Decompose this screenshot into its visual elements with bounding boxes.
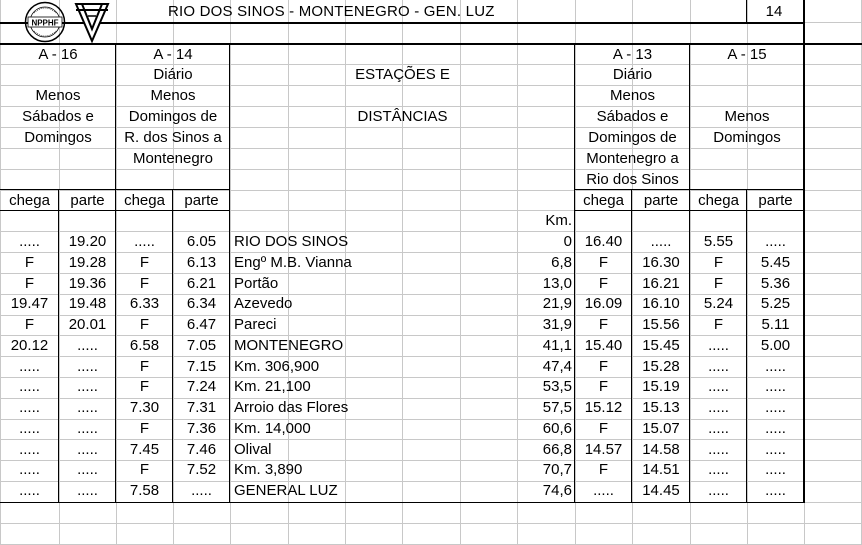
a13-desc-line: Menos [609,87,656,104]
a13-desc-line: Montenegro a [586,150,679,167]
a14-chega-header: chega [124,192,165,209]
a13-parte-cell: 16.30 [642,253,680,271]
railway-emblem-icon [74,1,110,43]
km-distance-cell: 13,0 [542,274,572,292]
a16-chega-cell: ..... [19,357,40,375]
a14-chega-cell: 7.30 [129,399,160,416]
a16-parte-cell: ..... [77,336,98,354]
a13-parte-cell: 15.19 [642,378,680,396]
a14-chega-cell: 7.45 [129,440,160,458]
a14-chega-cell: 7.58 [129,482,160,499]
km-distance-cell: 74,6 [542,482,572,499]
a16-parte-cell: 20.01 [68,316,107,333]
a14-desc-line: Domingos de [128,108,218,125]
station-name-cell: Km. 21,100 [234,378,311,396]
npphf-logo-icon [22,1,68,43]
a13-chega-cell: 15.40 [584,336,623,354]
a15-parte-cell: 5.00 [760,336,791,354]
a15-parte-cell: ..... [765,233,786,250]
stations-header-title: ESTAÇÕES E [355,66,450,83]
a16-chega-cell: F [24,253,35,271]
a15-parte-cell: ..... [765,482,786,499]
a16-parte-cell: ..... [77,440,98,458]
station-name-cell: RIO DOS SINOS [234,233,349,250]
a15-chega-cell: 5.24 [703,295,734,313]
km-distance-cell: 47,4 [542,357,572,375]
a14-parte-cell: 7.15 [186,357,217,375]
a13-chega-cell: F [598,253,609,271]
a14-parte-cell: ..... [191,482,212,499]
a14-chega-cell: F [139,253,150,271]
stations-header-subtitle: DISTÂNCIAS [357,108,448,125]
a16-chega-cell: 20.12 [10,336,49,354]
station-name-cell: Portão [234,274,279,292]
a16-parte-cell: 19.20 [68,233,107,250]
a14-chega-cell: ..... [134,233,155,250]
km-distance-cell: 41,1 [542,336,572,354]
a16-chega-cell: ..... [19,440,40,458]
a15-parte-cell: ..... [765,419,786,437]
km-distance-cell: 31,9 [542,316,572,333]
a13-parte-cell: 15.28 [642,357,680,375]
a16-parte-cell: ..... [77,482,98,499]
a13-chega-cell: 16.40 [584,233,623,250]
a13-parte-cell: 16.21 [642,274,680,292]
station-name-cell: Arroio das Flores [234,399,349,416]
train-a16-code: A - 16 [38,46,78,63]
a15-parte-cell: ..... [765,461,786,479]
a13-parte-cell: 14.45 [642,482,680,499]
train-a13-code: A - 13 [612,46,653,63]
km-distance-cell: 0 [563,233,572,250]
a14-parte-cell: 7.36 [186,419,217,437]
a15-desc-line: Domingos [713,129,781,146]
a15-chega-cell: ..... [708,482,729,499]
a16-parte-cell: 19.48 [68,295,107,313]
a13-chega-cell: 14.57 [584,440,623,458]
a15-chega-cell: F [713,253,724,271]
page-title: RIO DOS SINOS - MONTENEGRO - GEN. LUZ [168,3,495,20]
a14-parte-header: parte [184,192,219,209]
a15-parte-header: parte [758,192,793,209]
a13-parte-cell: 14.51 [642,461,680,479]
a15-chega-cell: ..... [708,419,729,437]
a14-parte-cell: 6.13 [186,253,217,271]
station-name-cell: GENERAL LUZ [234,482,338,499]
km-distance-cell: 70,7 [542,461,572,479]
a14-chega-cell: 6.33 [129,295,160,313]
a15-parte-cell: 5.25 [760,295,791,313]
a14-chega-cell: F [139,419,150,437]
a15-chega-cell: ..... [708,461,729,479]
station-name-cell: Km. 306,900 [234,357,320,375]
a14-desc-line: R. dos Sinos a [124,129,222,146]
a14-chega-cell: F [139,461,150,479]
a15-chega-cell: F [713,274,724,292]
a13-chega-cell: F [598,357,609,375]
a15-parte-cell: 5.45 [760,253,791,271]
a14-parte-cell: 7.24 [186,378,217,396]
a14-chega-cell: F [139,316,150,333]
station-name-cell: Km. 3,890 [234,461,303,479]
a13-chega-cell: F [598,378,609,396]
a13-chega-header: chega [583,192,624,209]
a16-parte-cell: 19.36 [68,274,107,292]
a14-parte-cell: 7.46 [186,440,217,458]
a15-chega-cell: F [713,316,724,333]
a13-parte-cell: ..... [650,233,672,250]
a16-parte-header: parte [70,192,105,209]
a14-chega-cell: F [139,357,150,375]
a14-parte-cell: 7.31 [186,399,217,416]
a16-desc-line: Domingos [24,129,92,146]
a14-desc-line: Montenegro [132,150,214,167]
a13-desc-line: Sábados e [596,108,669,125]
a15-chega-cell: ..... [708,357,729,375]
station-name-cell: Azevedo [234,295,293,313]
a14-chega-cell: F [139,274,150,292]
km-distance-cell: 53,5 [542,378,572,396]
a15-parte-cell: ..... [765,378,786,396]
a13-chega-cell: 15.12 [584,399,623,416]
a16-chega-header: chega [9,192,50,209]
a14-chega-cell: 6.58 [129,336,160,354]
a13-chega-cell: F [598,419,609,437]
km-distance-cell: 60,6 [542,419,572,437]
a15-parte-cell: ..... [765,357,786,375]
a13-parte-cell: 15.07 [642,419,680,437]
a14-parte-cell: 7.52 [186,461,217,479]
a15-chega-cell: ..... [708,399,729,416]
a16-parte-cell: ..... [77,419,98,437]
a16-chega-cell: ..... [19,461,40,479]
a14-chega-cell: F [139,378,150,396]
km-distance-cell: 66,8 [542,440,572,458]
a16-chega-cell: 19.47 [10,295,49,313]
a13-desc-line: Domingos de [588,129,677,146]
a14-parte-cell: 6.34 [186,295,217,313]
station-name-cell: Olival [234,440,272,458]
station-name-cell: Pareci [234,316,277,333]
a13-parte-cell: 15.13 [642,399,680,416]
a14-parte-cell: 7.05 [186,336,217,354]
a14-desc-line: Diário [153,66,193,83]
station-name-cell: MONTENEGRO [234,336,344,354]
station-name-cell: Km. 14,000 [234,419,311,437]
a16-chega-cell: ..... [19,399,40,416]
a16-parte-cell: ..... [77,461,98,479]
km-label: Km. [545,212,572,229]
km-distance-cell: 21,9 [542,295,572,313]
a16-chega-cell: F [24,274,35,292]
a15-desc-line: Menos [724,108,770,125]
a15-chega-header: chega [698,192,739,209]
a13-desc-line: Rio dos Sinos [586,171,679,188]
a16-parte-cell: ..... [77,357,98,375]
a14-desc-line: Menos [150,87,196,104]
a16-chega-cell: ..... [19,378,40,396]
page-number: 14 [765,3,783,20]
a16-chega-cell: ..... [19,419,40,437]
train-a15-code: A - 15 [727,46,767,63]
a13-chega-cell: 16.09 [584,295,623,313]
a16-desc-line: Sábados e [22,108,94,125]
a15-parte-cell: 5.11 [761,316,790,333]
km-distance-cell: 57,5 [542,399,572,416]
a13-parte-cell: 15.56 [642,316,680,333]
a13-chega-cell: ..... [593,482,614,499]
km-distance-cell: 6,8 [551,253,572,271]
a15-chega-cell: ..... [708,336,729,354]
a13-parte-cell: 15.45 [642,336,680,354]
a16-parte-cell: 19.28 [68,253,107,271]
a13-parte-cell: 14.58 [642,440,680,458]
svg-text:NPPHF: NPPHF [31,18,59,28]
a13-chega-cell: F [598,316,609,333]
a16-parte-cell: ..... [77,378,98,396]
a16-parte-cell: ..... [77,399,98,416]
a15-parte-cell: ..... [765,440,786,458]
a14-parte-cell: 6.47 [186,316,217,333]
train-a14-code: A - 14 [153,46,193,63]
a16-chega-cell: ..... [19,233,40,250]
a15-parte-cell: 5.36 [760,274,791,292]
station-name-cell: Engº M.B. Vianna [234,253,352,271]
a13-chega-cell: F [598,461,609,479]
a13-parte-cell: 16.10 [642,295,680,313]
a15-chega-cell: ..... [708,440,729,458]
a15-chega-cell: 5.55 [703,233,734,250]
a15-parte-cell: ..... [765,399,786,416]
a15-chega-cell: ..... [708,378,729,396]
a16-desc-line: Menos [35,87,81,104]
a13-desc-line: Diário [612,66,653,83]
a13-chega-cell: F [598,274,609,292]
a14-parte-cell: 6.05 [186,233,217,250]
a14-parte-cell: 6.21 [186,274,217,292]
a16-chega-cell: F [24,316,35,333]
a13-parte-header: parte [643,192,679,209]
a16-chega-cell: ..... [19,482,40,499]
